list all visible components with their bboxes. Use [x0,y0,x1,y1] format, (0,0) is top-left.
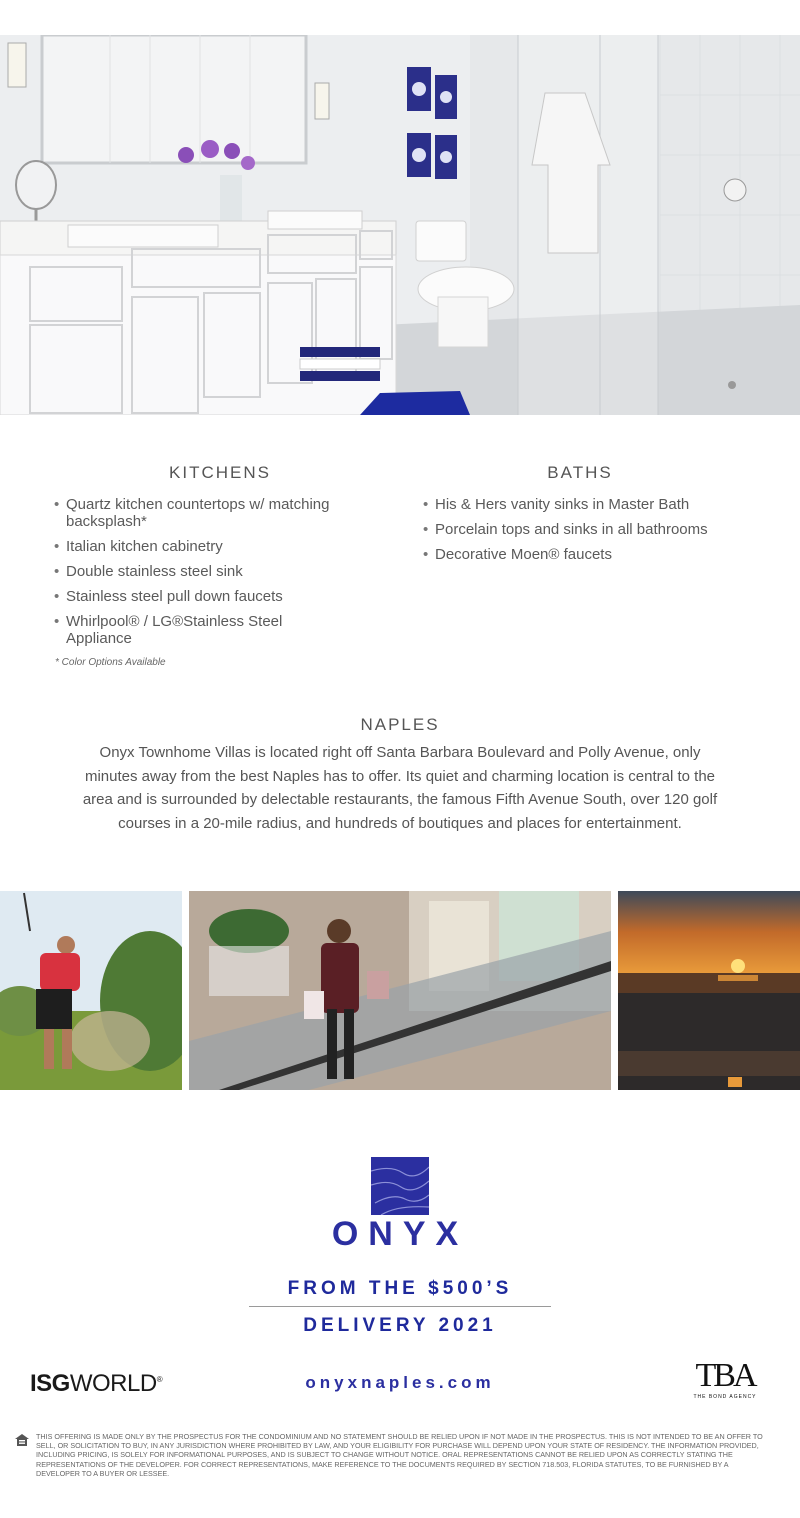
naples-title: NAPLES [360,715,440,734]
equal-housing-icon [15,1433,29,1445]
kitchens-feature-list [54,496,384,655]
delivery-line: DELIVERY 2021 [303,1315,497,1336]
legal-disclaimer: THIS OFFERING IS MADE ONLY BY THE PROSPECTUS FOR THE CONDOMINIUM AND NO STATEMENT SHOULD BE RELIED UPON IF NOT MADE IN THE PROSPECTUS. THIS IS NOT INTENDED TO BE AN OFFER TO SELL, OR SOLICITATION TO BUY, IN ANY JURISDICTION WHERE PROHIBITED BY LAW, AND YOUR ELIGIBILITY FOR PURCHASE WILL DEPEND UPON YOUR STATE OF RESIDENCY. THE INFORMATION PROVIDED, INCLUDING PRICING, IS SOLELY FOR INFORMATIONAL PURPOSES, AND IS SUBJECT TO CHANGE WITHOUT NOTICE. ORAL REPRESENTATIONS CANNOT BE RELIED UPON AS CORRECTLY STATING THE REPRESENTATIONS OF THE DEVELOPER. FOR CORRECT REPRESENTATIONS, MAKE REFERENCE TO THE DOCUMENTS REQUIRED BY SECTION 718.503, FLORIDA STATUTES, TO BE FURNISHED BY A DEVELOPER TO A BUYER OR LESSEE. [36,1432,763,1478]
list-item: • Decorative Moen® faucets [423,546,763,563]
baths-title: BATHS [547,463,613,482]
baths-feature-list [423,496,763,571]
list-item: • Italian kitchen cabinetry [54,538,384,555]
color-options-note: * Color Options Available [55,657,166,668]
list-item: • His & Hers vanity sinks in Master Bath [423,496,763,513]
bathroom-hero-image [0,35,800,415]
list-item: • Quartz kitchen countertops w/ matching backsplash* [54,496,384,530]
sunset-photo [618,891,800,1090]
naples-description: Onyx Townhome Villas is located right off Santa Barbara Boulevard and Polly Avenue, only minutes away from the best Naples has to offer. Its quiet and charming location is central to the area and is surrounded by delectable restaurants, the famous Fifth Avenue South, over 120 golf courses in a 20-mile radius, and hundreds of boutiques and places for entertainment. [82,744,718,832]
list-item: • Double stainless steel sink [54,563,384,580]
list-item: • Whirlpool® / LG®Stainless Steel Appliance [54,613,326,647]
tba-logo-mark: TBA [695,1357,755,1394]
tba-logo-subtitle: THE BOND AGENCY [693,1394,757,1400]
price-line: FROM THE $500’S [287,1278,513,1299]
onyx-wordmark: ONYX [331,1215,469,1253]
onyx-logo-mark [371,1157,429,1215]
website-link[interactable]: onyxnaples.com [305,1373,495,1392]
golf-photo [0,891,182,1090]
bathroom-illustration [0,35,800,415]
mall-escalator-photo [189,891,611,1090]
list-item: • Stainless steel pull down faucets [54,588,384,605]
kitchens-title: KITCHENS [169,463,271,482]
isg-logo-mark: ® [156,1375,163,1384]
list-item: • Porcelain tops and sinks in all bathrooms [423,521,763,538]
isg-logo-bold: ISG [30,1370,70,1397]
tba-logo [680,1358,770,1400]
promo-divider [249,1306,551,1307]
isg-logo-rest: WORLD [69,1370,157,1397]
